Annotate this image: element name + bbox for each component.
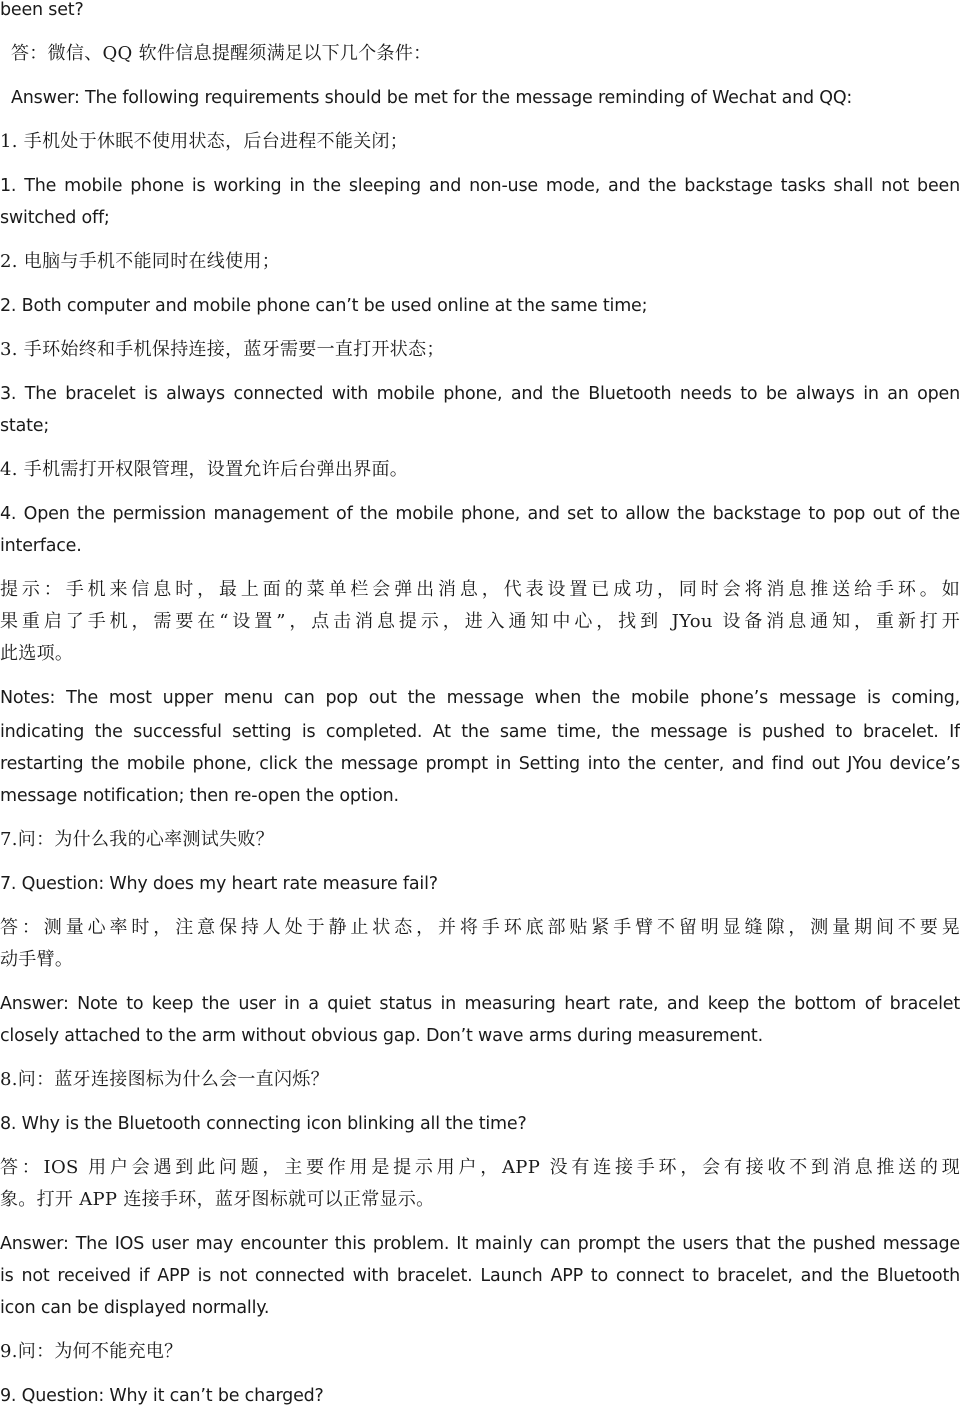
text-line: 答：IOS 用户会遇到此问题，主要作用是提示用户，APP 没有连接手环，会有接收不到消息推送的现 — [0, 1157, 960, 1178]
text-line: 4. Open the permission management of the mobile phone, and set to allow the backstage to pop out of the — [0, 504, 960, 524]
text-line: 答：测量心率时，注意保持人处于静止状态，并将手环底部贴紧手臂不留明显缝隙，测量期间不要晃 — [0, 917, 960, 938]
text-line: state; — [0, 416, 50, 436]
text-line: 3. The bracelet is always connected with mobile phone, and the Bluetooth needs to be always in an open — [0, 384, 960, 404]
text-line: Answer: The IOS user may encounter this problem. It mainly can prompt the users that the pushed message — [0, 1234, 960, 1254]
text-line: indicating the successful setting is completed. At the same time, the message is pushed to bracelet. If — [0, 722, 960, 742]
text-line: 答：微信、QQ 软件信息提醒须满足以下几个条件： — [11, 43, 432, 64]
text-line: is not received if APP is not connected with bracelet. Launch APP to connect to bracelet, and the Bluetooth — [0, 1266, 960, 1286]
text-line: 果重启了手机，需要在“设置”，点击消息提示，进入通知中心，找到 JYou 设备消息通知，重新打开 — [0, 611, 960, 632]
text-line: icon can be displayed normally. — [0, 1298, 270, 1318]
text-line: 此选项。 — [0, 643, 74, 664]
text-line: restarting the mobile phone, click the message prompt in Setting into the center, and find out JYou device’s — [0, 754, 960, 774]
text-line: 动手臂。 — [0, 949, 74, 970]
text-line: message notification; then re-open the option. — [0, 786, 399, 806]
text-line: Answer: The following requirements should be met for the message reminding of Wechat and QQ: — [11, 88, 853, 108]
text-line: Answer: Note to keep the user in a quiet status in measuring heart rate, and keep the bottom of bracelet — [0, 994, 960, 1014]
text-line: 1. 手机处于休眠不使用状态，后台进程不能关闭； — [0, 131, 409, 152]
text-line: 9. Question: Why it can’t be charged? — [0, 1386, 324, 1406]
text-line: been set? — [0, 0, 84, 20]
text-line: 1. The mobile phone is working in the sleeping and non-use mode, and the backstage tasks shall not been — [0, 176, 960, 196]
text-line: 4. 手机需打开权限管理，设置允许后台弹出界面。 — [0, 459, 409, 480]
text-line: closely attached to the arm without obvious gap. Don’t wave arms during measurement. — [0, 1026, 763, 1046]
text-line: 2. 电脑与手机不能同时在线使用； — [0, 251, 280, 272]
text-line: 3. 手环始终和手机保持连接，蓝牙需要一直打开状态； — [0, 339, 445, 360]
text-line: Notes: The most upper menu can pop out the message when the mobile phone’s message is coming, — [0, 688, 960, 708]
text-line: 8. Why is the Bluetooth connecting icon blinking all the time? — [0, 1114, 527, 1134]
text-line: 7.问：为什么我的心率测试失败？ — [0, 829, 274, 850]
text-line: 象。打开 APP 连接手环，蓝牙图标就可以正常显示。 — [0, 1189, 435, 1210]
text-line: 9.问：为何不能充电？ — [0, 1341, 183, 1362]
text-line: interface. — [0, 536, 82, 556]
text-line: 7. Question: Why does my heart rate measure fail? — [0, 874, 438, 894]
text-line: 2. Both computer and mobile phone can’t be used online at the same time; — [0, 296, 648, 316]
text-line: 提示：手机来信息时，最上面的菜单栏会弹出消息，代表设置已成功，同时会将消息推送给手环。如 — [0, 579, 960, 600]
text-line: switched off; — [0, 208, 110, 228]
text-line: 8.问：蓝牙连接图标为什么会一直闪烁？ — [0, 1069, 329, 1090]
